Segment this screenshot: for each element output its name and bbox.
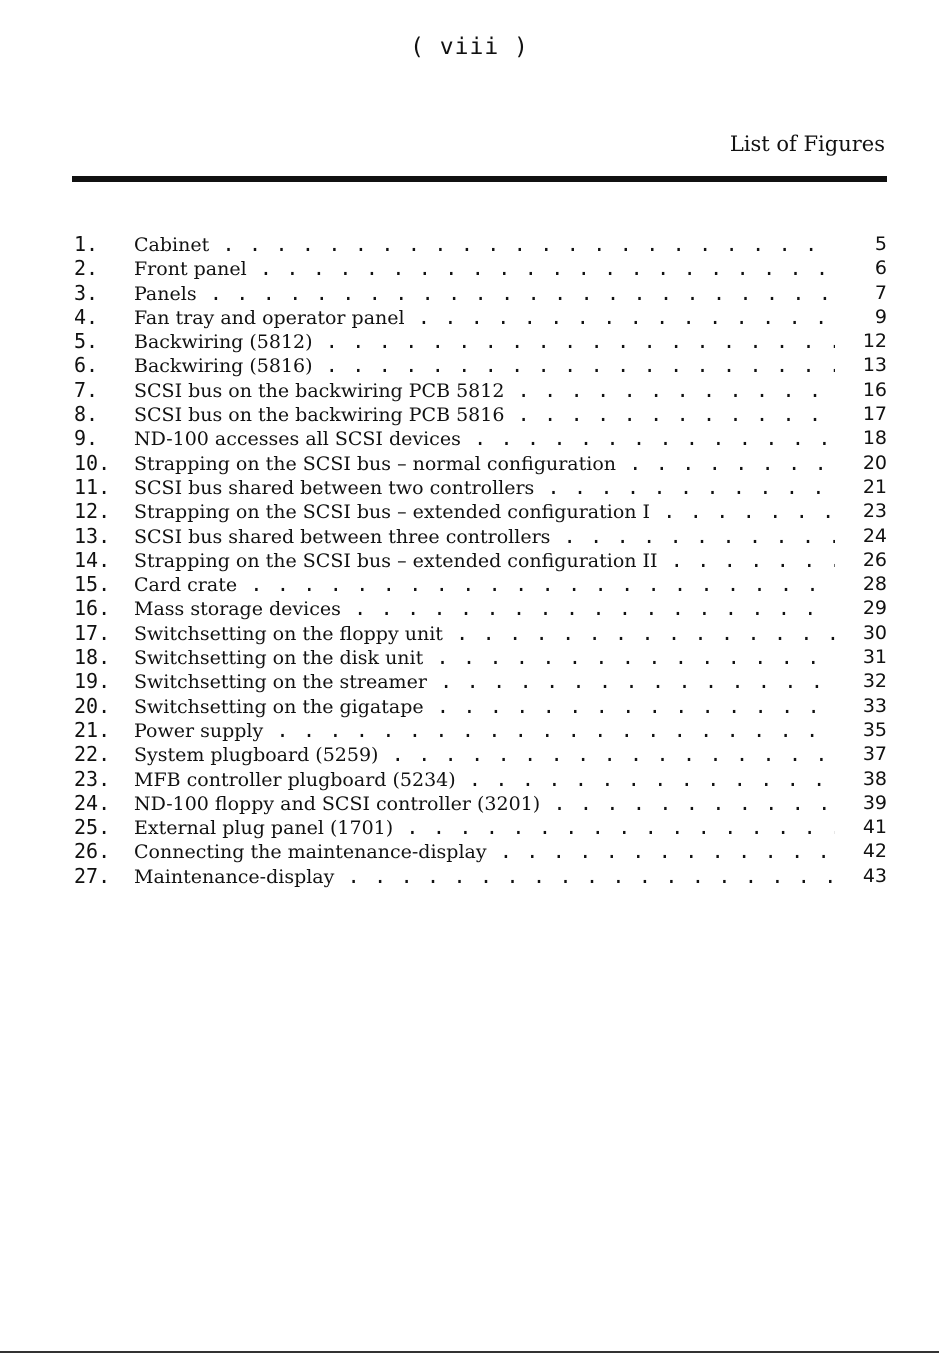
figure-number: 2. xyxy=(74,256,99,281)
figure-list-item[interactable] xyxy=(72,378,887,402)
figure-title: SCSI bus on the backwiring PCB 5812 . . . xyxy=(134,380,835,402)
figure-list xyxy=(72,232,887,888)
figure-title-wrap xyxy=(134,353,835,378)
figure-number: 12. xyxy=(74,499,111,524)
figure-number: 8. xyxy=(74,402,99,427)
figure-page-number: 9 xyxy=(874,305,887,328)
figure-list-item[interactable] xyxy=(72,329,887,353)
figure-list-item[interactable] xyxy=(72,718,887,742)
figure-list-item[interactable] xyxy=(72,596,887,620)
section-title: List of Figures xyxy=(729,132,885,156)
figure-list-item[interactable] xyxy=(72,499,887,523)
figure-title-wrap xyxy=(134,645,835,670)
figure-title-wrap xyxy=(134,232,835,257)
figure-list-item[interactable] xyxy=(72,305,887,329)
figure-title-wrap xyxy=(134,742,835,767)
figure-page-number: 17 xyxy=(862,403,887,426)
figure-title: Cabinet . . . xyxy=(134,234,835,256)
figure-page-number: 29 xyxy=(862,597,887,620)
figure-title: External plug panel (1701) . . . xyxy=(134,817,835,839)
figure-title-wrap xyxy=(134,694,835,719)
figure-list-item[interactable] xyxy=(72,621,887,645)
figure-page-number: 39 xyxy=(862,791,887,814)
figure-number: 5. xyxy=(74,329,99,354)
figure-title-wrap xyxy=(134,524,835,549)
figure-list-item[interactable] xyxy=(72,548,887,572)
figure-title: Strapping on the SCSI bus – extended configuration I . . . xyxy=(134,501,835,523)
figure-title-wrap xyxy=(134,718,835,743)
figure-title-wrap xyxy=(134,596,835,621)
figure-title-wrap xyxy=(134,451,835,476)
figure-title-wrap xyxy=(134,329,835,354)
figure-number: 4. xyxy=(74,304,99,329)
figure-list-item[interactable] xyxy=(72,767,887,791)
figure-page-number: 33 xyxy=(862,694,887,717)
figure-number: 3. xyxy=(74,280,99,305)
figure-page-number: 26 xyxy=(862,548,887,571)
figure-page-number: 12 xyxy=(862,330,887,353)
figure-title: Connecting the maintenance-display . . . xyxy=(134,841,835,863)
figure-list-item[interactable] xyxy=(72,791,887,815)
figure-title: Maintenance-display . . . xyxy=(134,866,835,888)
figure-list-item[interactable] xyxy=(72,402,887,426)
figure-number: 16. xyxy=(74,596,111,621)
figure-title-wrap xyxy=(134,767,835,792)
figure-page-number: 35 xyxy=(862,718,887,741)
figure-title: Power supply . . . xyxy=(134,720,835,742)
figure-title: Switchsetting on the streamer . . . xyxy=(134,671,835,693)
figure-title: Strapping on the SCSI bus – extended configuration II . . . xyxy=(134,550,835,572)
figure-number: 27. xyxy=(74,863,111,888)
figure-number: 17. xyxy=(74,620,111,645)
figure-number: 19. xyxy=(74,669,111,694)
figure-page-number: 32 xyxy=(862,670,887,693)
figure-number: 18. xyxy=(74,645,111,670)
figure-title: Backwiring (5816) . . . xyxy=(134,355,835,377)
figure-title-wrap xyxy=(134,839,835,864)
figure-number: 20. xyxy=(74,693,111,718)
figure-page-number: 20 xyxy=(862,451,887,474)
figure-number: 7. xyxy=(74,377,99,402)
figure-list-item[interactable] xyxy=(72,256,887,280)
figure-title: SCSI bus shared between two controllers . . . xyxy=(134,477,835,499)
figure-list-item[interactable] xyxy=(72,742,887,766)
figure-list-item[interactable] xyxy=(72,572,887,596)
figure-number: 6. xyxy=(74,353,99,378)
figure-number: 10. xyxy=(74,450,111,475)
figure-number: 23. xyxy=(74,766,111,791)
figure-number: 13. xyxy=(74,523,111,548)
figure-number: 26. xyxy=(74,839,111,864)
figure-title: System plugboard (5259) . . . xyxy=(134,744,835,766)
figure-title-wrap xyxy=(134,621,835,646)
figure-list-item[interactable] xyxy=(72,451,887,475)
figure-list-item[interactable] xyxy=(72,645,887,669)
figure-title: Front panel . . . xyxy=(134,258,835,280)
figure-page-number: 23 xyxy=(862,500,887,523)
figure-title: ND-100 accesses all SCSI devices . . . xyxy=(134,428,835,450)
figure-list-item[interactable] xyxy=(72,353,887,377)
figure-title-wrap xyxy=(134,475,835,500)
figure-page-number: 18 xyxy=(862,427,887,450)
figure-title: Strapping on the SCSI bus – normal configuration . . . xyxy=(134,453,835,475)
figure-list-item[interactable] xyxy=(72,426,887,450)
figure-number: 22. xyxy=(74,742,111,767)
figure-title: Backwiring (5812) . . . xyxy=(134,331,835,353)
figure-number: 21. xyxy=(74,717,111,742)
figure-title-wrap xyxy=(134,572,835,597)
figure-list-item[interactable] xyxy=(72,839,887,863)
title-rule xyxy=(72,176,887,182)
figure-title: Fan tray and operator panel . . . xyxy=(134,307,835,329)
figure-title-wrap xyxy=(134,426,835,451)
figure-title: Mass storage devices . . . xyxy=(134,598,835,620)
figure-page-number: 28 xyxy=(862,573,887,596)
figure-list-item[interactable] xyxy=(72,669,887,693)
figure-title: Switchsetting on the disk unit . . . xyxy=(134,647,835,669)
figure-title-wrap xyxy=(134,281,835,306)
figure-page-number: 7 xyxy=(874,281,887,304)
figure-list-item[interactable] xyxy=(72,232,887,256)
figure-title: SCSI bus on the backwiring PCB 5816 . . . xyxy=(134,404,835,426)
figure-number: 25. xyxy=(74,815,111,840)
figure-number: 1. xyxy=(74,232,99,256)
figure-list-item[interactable] xyxy=(72,475,887,499)
figure-list-item[interactable] xyxy=(72,524,887,548)
figure-page-number: 37 xyxy=(862,743,887,766)
figure-title: Switchsetting on the gigatape . . . xyxy=(134,696,835,718)
figure-title: SCSI bus shared between three controllers . . . xyxy=(134,526,835,548)
figure-title-wrap xyxy=(134,815,835,840)
figure-page-number: 30 xyxy=(862,621,887,644)
figure-page-number: 31 xyxy=(862,646,887,669)
figure-title-wrap xyxy=(134,402,835,427)
figure-number: 11. xyxy=(74,474,111,499)
figure-page-number: 6 xyxy=(874,257,887,280)
figure-page-number: 21 xyxy=(862,475,887,498)
figure-list-item[interactable] xyxy=(72,815,887,839)
figure-number: 14. xyxy=(74,547,111,572)
figure-page-number: 5 xyxy=(874,233,887,255)
figure-page-number: 16 xyxy=(862,378,887,401)
figure-title-wrap xyxy=(134,791,835,816)
figure-title-wrap xyxy=(134,499,835,524)
figure-title: Card crate . . . xyxy=(134,574,835,596)
figure-list-item[interactable] xyxy=(72,864,887,888)
figure-title-wrap xyxy=(134,864,835,889)
figure-page-number: 43 xyxy=(862,864,887,887)
figure-title-wrap xyxy=(134,669,835,694)
figure-number: 24. xyxy=(74,790,111,815)
figure-title: MFB controller plugboard (5234) . . . xyxy=(134,769,835,791)
figure-list-item[interactable] xyxy=(72,694,887,718)
figure-number: 15. xyxy=(74,572,111,597)
figure-title: ND-100 floppy and SCSI controller (3201) . . . xyxy=(134,793,835,815)
figure-page-number: 41 xyxy=(862,816,887,839)
figure-title-wrap xyxy=(134,305,835,330)
figure-title-wrap xyxy=(134,256,835,281)
figure-page-number: 13 xyxy=(862,354,887,377)
figure-number: 9. xyxy=(74,426,99,451)
page-number: ( viii ) xyxy=(410,34,529,60)
figure-page-number: 38 xyxy=(862,767,887,790)
figure-list-item[interactable] xyxy=(72,281,887,305)
figure-title: Panels . . . xyxy=(134,283,835,305)
figure-page-number: 24 xyxy=(862,524,887,547)
figure-page-number: 42 xyxy=(862,840,887,863)
figure-title-wrap xyxy=(134,378,835,403)
figure-title: Switchsetting on the floppy unit . . . xyxy=(134,623,835,645)
figure-title-wrap xyxy=(134,548,835,573)
